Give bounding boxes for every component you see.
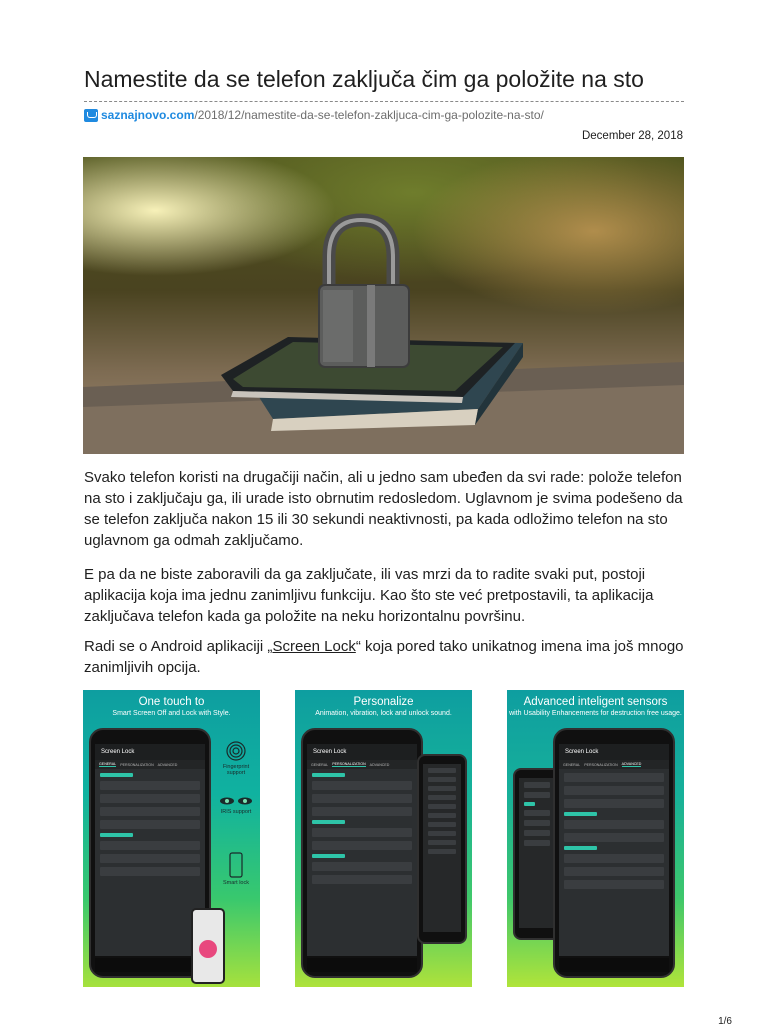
tab-advanced: ADVANCED — [621, 762, 642, 766]
second-phone-mockup — [417, 754, 467, 944]
padlock-phone-illustration — [83, 157, 684, 454]
p3-text-after: “ koja pored tako unikatnog imena ima još mnogo zanimljivih opcija. — [84, 638, 684, 676]
screenshot-1-heading: One touch to — [138, 696, 205, 708]
iris-label: IRIS support — [220, 809, 252, 815]
smart-lock-label: Smart lock — [223, 880, 249, 886]
source-line[interactable] — [84, 107, 544, 123]
tab-general: GENERAL — [563, 762, 581, 767]
hero-image-padlock-on-phone — [83, 157, 684, 454]
app-title: Screen Lock — [101, 749, 135, 755]
fingerprint-label: Fingerprint support — [222, 764, 250, 776]
article-title: Namestite da se telefon zaključa čim ga položite na sto — [84, 66, 644, 92]
paragraph-1: Svako telefon koristi na drugačiji način, ali u jedno sam ubeđen da svi rade: polože telefon na sto i zaključaju ga, ili urade isto obrnutim redosledom. Uglavnom je svima podešeno da se telefon zaključa nakon 15 ili 30 sekundi neaktivnosti, pa kada odložimo telefon na sto uglavnom ga odmah zaključamo. — [84, 469, 683, 549]
site-favicon-icon — [84, 109, 98, 122]
screenshot-3-subheading: with Usability Enhancements for destruction free usage. — [509, 710, 682, 717]
screenshot-3-heading: Advanced inteligent sensors — [523, 696, 668, 708]
fingerprint-icon — [225, 740, 247, 762]
screenshot-1-subheading: Smart Screen Off and Lock with Style. — [112, 710, 231, 717]
app-title: Screen Lock — [565, 749, 599, 755]
page-number: 1/6 — [718, 1016, 732, 1024]
publish-date: December 28, 2018 — [581, 130, 683, 142]
tab-personalization: PERSONALIZATION — [332, 762, 366, 766]
phone-mockup — [553, 728, 675, 978]
small-phone-mockup — [191, 908, 225, 984]
tab-personalization: PERSONALIZATION — [120, 762, 154, 767]
fingerprint-feature — [215, 740, 257, 776]
app-screenshot-1 — [83, 690, 260, 987]
screenshot-2-heading: Personalize — [353, 696, 414, 708]
app-screenshot-2 — [295, 690, 472, 987]
tab-advanced: ADVANCED — [157, 762, 178, 767]
tab-general: GENERAL — [99, 762, 117, 766]
source-domain[interactable]: saznajnovo.com — [101, 108, 195, 122]
paragraph-2: E pa da ne biste zaboravili da ga zaključate, ili vas mrzi da to radite svaki put, postoji aplikacija koja ima jednu zanimljivu funkciju. Kao što ste već pretpostavili, ta aplikacija zaključava telefon kada ga položite na neku horizontalnu površinu. — [84, 566, 654, 625]
tab-advanced: ADVANCED — [369, 762, 390, 767]
screen-lock-link[interactable]: Screen Lock — [272, 638, 356, 655]
tab-personalization: PERSONALIZATION — [584, 762, 618, 767]
phone-mockup — [301, 728, 423, 978]
paragraph-3 — [84, 636, 686, 678]
app-title: Screen Lock — [313, 749, 347, 755]
p3-text-before: Radi se o Android aplikaciji „ — [84, 638, 273, 655]
eyes-icon — [219, 795, 253, 807]
source-path[interactable]: /2018/12/namestite-da-se-telefon-zakljuca-cim-ga-polozite-na-sto/ — [194, 108, 544, 122]
smart-lock-feature — [215, 852, 257, 886]
screenshot-2-subheading: Animation, vibration, lock and unlock sound. — [315, 710, 452, 717]
phone-outline-icon — [229, 852, 243, 878]
title-divider — [84, 101, 684, 102]
app-screenshot-3 — [507, 690, 684, 987]
tab-general: GENERAL — [311, 762, 329, 767]
iris-feature — [215, 795, 257, 815]
